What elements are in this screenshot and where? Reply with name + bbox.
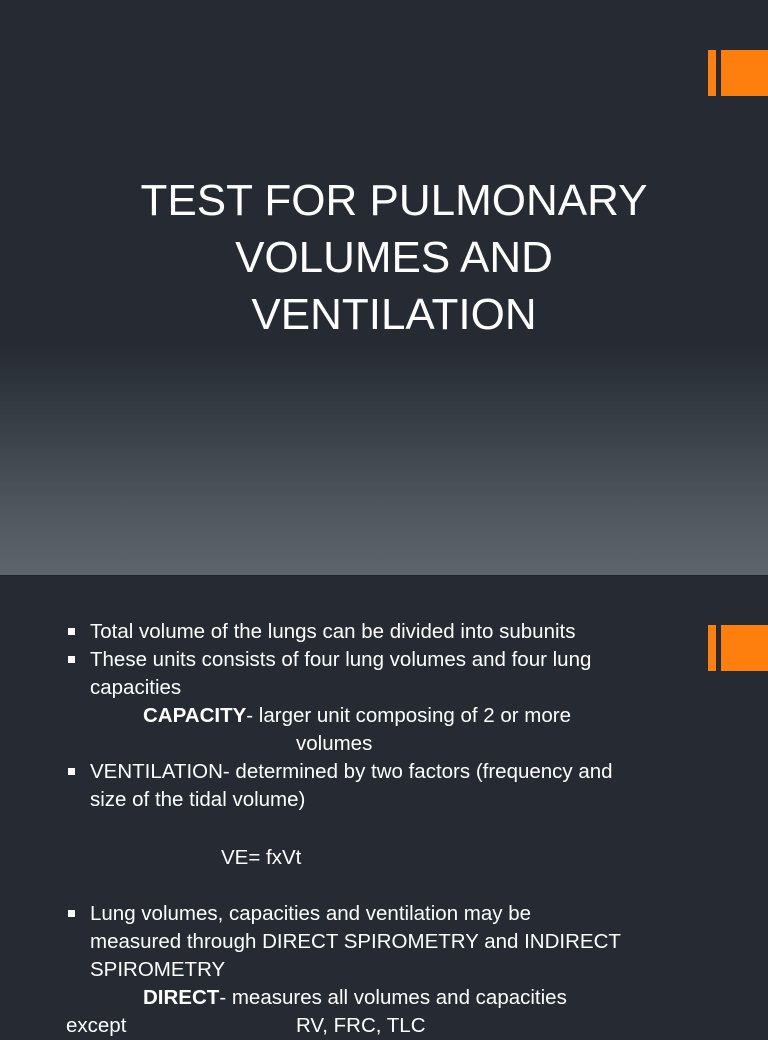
bullet-1-text: Total volume of the lungs can be divided into subunits <box>90 620 576 643</box>
except-text: except <box>66 1014 127 1037</box>
accent-thick-bar <box>721 50 768 96</box>
bullet-2-line-2: capacities <box>90 676 182 699</box>
bullet-4-line-2: measured through DIRECT SPIROMETRY and INDIRECT <box>90 930 621 953</box>
direct-definition <box>143 984 567 1012</box>
bullet-marker <box>68 768 75 775</box>
title-line-3: VENTILATION <box>251 290 537 339</box>
bullet-marker <box>68 910 75 917</box>
bullet-4-line-3: SPIROMETRY <box>90 958 226 981</box>
bullet-4-line-1: Lung volumes, capacities and ventilation may be <box>90 902 532 925</box>
bullet-marker <box>68 656 75 663</box>
slide-body <box>0 576 768 1037</box>
capacity-def-line-2: volumes <box>296 732 373 755</box>
accent-thin-bar <box>708 50 716 96</box>
bullet-3-line-2: size of the tidal volume) <box>90 788 306 811</box>
title-line-2: VOLUMES AND <box>235 233 553 282</box>
ventilation-formula: VE= fxVt <box>221 846 302 869</box>
capacity-term: CAPACITY <box>143 704 247 727</box>
bullet-3-line-1: VENTILATION- determined by two factors (frequency and <box>90 760 613 783</box>
orange-accent-bars <box>708 50 768 96</box>
bullet-2-line-1: These units consists of four lung volumes and four lung <box>90 648 592 671</box>
direct-term: DIRECT <box>143 986 220 1009</box>
bullet-marker <box>68 628 75 635</box>
except-list: RV, FRC, TLC <box>296 1014 426 1037</box>
title-line-1: TEST FOR PULMONARY <box>140 176 648 225</box>
capacity-definition <box>143 702 571 730</box>
slide-title <box>60 172 728 343</box>
capacity-def-text: - larger unit composing of 2 or more <box>246 704 571 727</box>
direct-def-text: - measures all volumes and capacities <box>219 986 567 1009</box>
content-slide <box>0 576 768 1037</box>
